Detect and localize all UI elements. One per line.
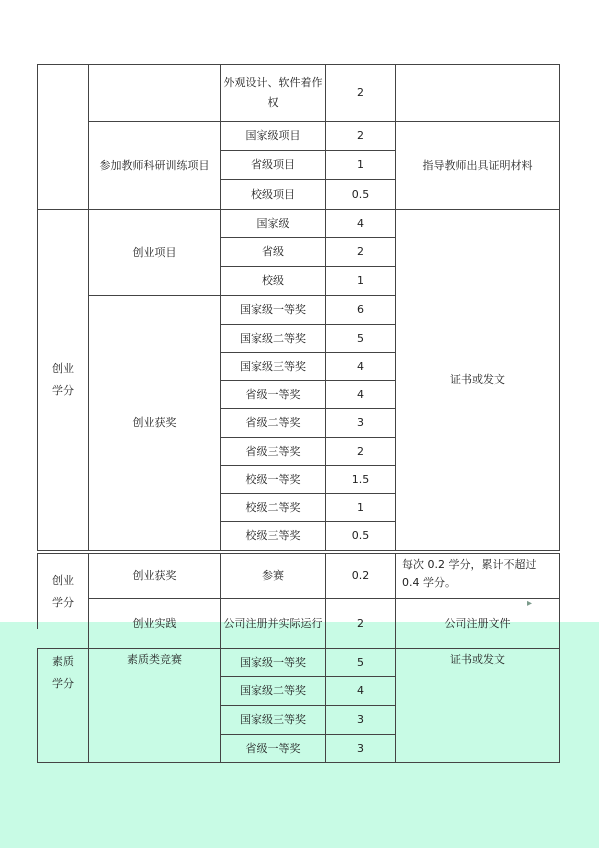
- score-cell: [325, 465, 395, 493]
- score-text: 2: [357, 245, 364, 258]
- item-text: 校级二等奖: [245, 500, 301, 514]
- item-text: 国家级二等奖: [240, 331, 306, 345]
- score-text: 3: [357, 713, 364, 726]
- item-cell: [220, 648, 325, 676]
- item-text: 省级项目: [251, 158, 295, 171]
- score-text: 2: [357, 86, 364, 99]
- group-cell: [37, 553, 88, 629]
- item-text: 校级一等奖: [245, 472, 301, 486]
- item-text: 省级二等奖: [245, 416, 301, 429]
- evidence-cell: [395, 598, 560, 648]
- item-cell: [220, 734, 325, 763]
- score-text: 4: [357, 359, 364, 373]
- item-text: 省级三等奖: [245, 444, 301, 458]
- score-cell: [325, 209, 395, 237]
- category-cell: [88, 598, 220, 648]
- category-text: 创业获奖: [132, 416, 177, 429]
- score-text: 1: [357, 274, 364, 287]
- evidence-text: 公司注册文件: [444, 616, 511, 630]
- item-text: 国家级三等奖: [240, 713, 306, 726]
- category-cell: [88, 648, 220, 763]
- score-cell: [325, 324, 395, 352]
- score-cell: [325, 295, 395, 324]
- score-text: 1.5: [351, 472, 370, 486]
- evidence-cell: [395, 553, 560, 598]
- score-text: 6: [357, 303, 364, 316]
- item-text: 校级: [262, 274, 284, 287]
- item-text: 国家级项目: [245, 129, 301, 142]
- score-cell: [325, 179, 395, 209]
- item-cell: [220, 598, 325, 648]
- evidence-cell: [395, 209, 560, 551]
- item-cell: [220, 521, 325, 550]
- score-text: 4: [357, 216, 364, 230]
- item-cell: [220, 380, 325, 408]
- item-cell: [220, 179, 325, 209]
- group-cell: [37, 648, 88, 763]
- score-text: 0.5: [351, 187, 370, 201]
- score-text: 5: [357, 331, 364, 345]
- group-cell: [37, 209, 88, 550]
- item-cell: [220, 437, 325, 465]
- category-cell: [88, 209, 220, 295]
- scan-mark-icon: ▸: [527, 598, 533, 609]
- score-text: 1: [357, 500, 364, 514]
- item-cell: [220, 676, 325, 705]
- score-cell: [325, 676, 395, 705]
- item-text: 省级一等奖: [245, 741, 301, 755]
- item-cell: [220, 493, 325, 521]
- section-bottom-line: [37, 550, 395, 551]
- item-text: 国家级二等奖: [240, 684, 306, 697]
- score-cell: [325, 266, 395, 295]
- item-cell: [220, 465, 325, 493]
- evidence-cell: [395, 121, 560, 209]
- item-cell: [220, 705, 325, 734]
- item-cell: [220, 121, 325, 150]
- score-cell: [325, 380, 395, 408]
- item-cell: [220, 64, 325, 121]
- category-cell: [88, 553, 220, 598]
- evidence-text: 每次 0.2 学分，累计不超过 0.4 学分。: [402, 558, 537, 589]
- item-cell: [220, 352, 325, 380]
- score-cell: [325, 705, 395, 734]
- score-cell: [325, 553, 395, 598]
- score-cell: [325, 598, 395, 648]
- category-text: 创业项目: [132, 245, 177, 259]
- score-text: 2: [357, 129, 364, 142]
- item-cell: [220, 324, 325, 352]
- item-text: 国家级一等奖: [240, 303, 306, 316]
- item-cell: [220, 553, 325, 598]
- category-cell: [88, 295, 220, 550]
- item-cell: [220, 150, 325, 179]
- evidence-text: 证书或发文: [450, 373, 505, 386]
- score-cell: [325, 237, 395, 266]
- item-text: 国家级三等奖: [240, 359, 306, 373]
- category-text: 创业获奖: [132, 569, 177, 582]
- item-cell: [220, 237, 325, 266]
- score-cell: [325, 437, 395, 465]
- category-text: 参加教师科研训练项目: [99, 158, 210, 172]
- group-label: 创业 学分: [52, 362, 74, 397]
- score-text: 3: [357, 416, 364, 429]
- category-cell-empty: [88, 64, 220, 121]
- item-cell: [220, 408, 325, 437]
- group-label: 素质 学分: [52, 655, 74, 690]
- score-text: 2: [357, 444, 364, 458]
- score-cell: [325, 648, 395, 676]
- category-cell: [88, 121, 220, 209]
- score-cell: [325, 352, 395, 380]
- score-text: 5: [357, 655, 364, 669]
- score-cell: [325, 521, 395, 550]
- evidence-text: 证书或发文: [450, 653, 505, 666]
- score-cell: [325, 408, 395, 437]
- evidence-cell-empty: [395, 64, 560, 121]
- score-cell: [325, 493, 395, 521]
- item-text: 省级一等奖: [245, 387, 301, 401]
- score-cell: [325, 121, 395, 150]
- score-text: 3: [357, 741, 364, 755]
- category-text: 创业实践: [132, 616, 177, 630]
- item-text: 校级三等奖: [245, 529, 301, 542]
- item-cell: [220, 209, 325, 237]
- item-cell: [220, 266, 325, 295]
- score-text: 2: [357, 616, 364, 630]
- item-text: 省级: [262, 245, 284, 258]
- score-text: 4: [357, 387, 364, 401]
- item-text: 国家级: [256, 216, 290, 230]
- score-cell: [325, 734, 395, 763]
- item-text: 公司注册并实际运行: [223, 616, 323, 630]
- item-text: 外观设计、软件着作权: [223, 76, 323, 109]
- item-text: 国家级一等奖: [240, 655, 306, 669]
- score-cell: [325, 64, 395, 121]
- score-text: 0.5: [351, 529, 370, 542]
- score-cell: [325, 150, 395, 179]
- evidence-text: 指导教师出具证明材料: [422, 158, 533, 172]
- group-cell-continued: [37, 64, 88, 209]
- score-text: 0.2: [351, 569, 370, 582]
- category-text: 素质类竞赛: [127, 653, 182, 666]
- item-text: 参赛: [262, 569, 284, 582]
- score-text: 4: [357, 684, 364, 697]
- item-text: 校级项目: [251, 187, 295, 201]
- item-cell: [220, 295, 325, 324]
- score-text: 1: [357, 158, 364, 171]
- evidence-cell: [395, 648, 560, 763]
- group-label: 创业 学分: [52, 573, 74, 609]
